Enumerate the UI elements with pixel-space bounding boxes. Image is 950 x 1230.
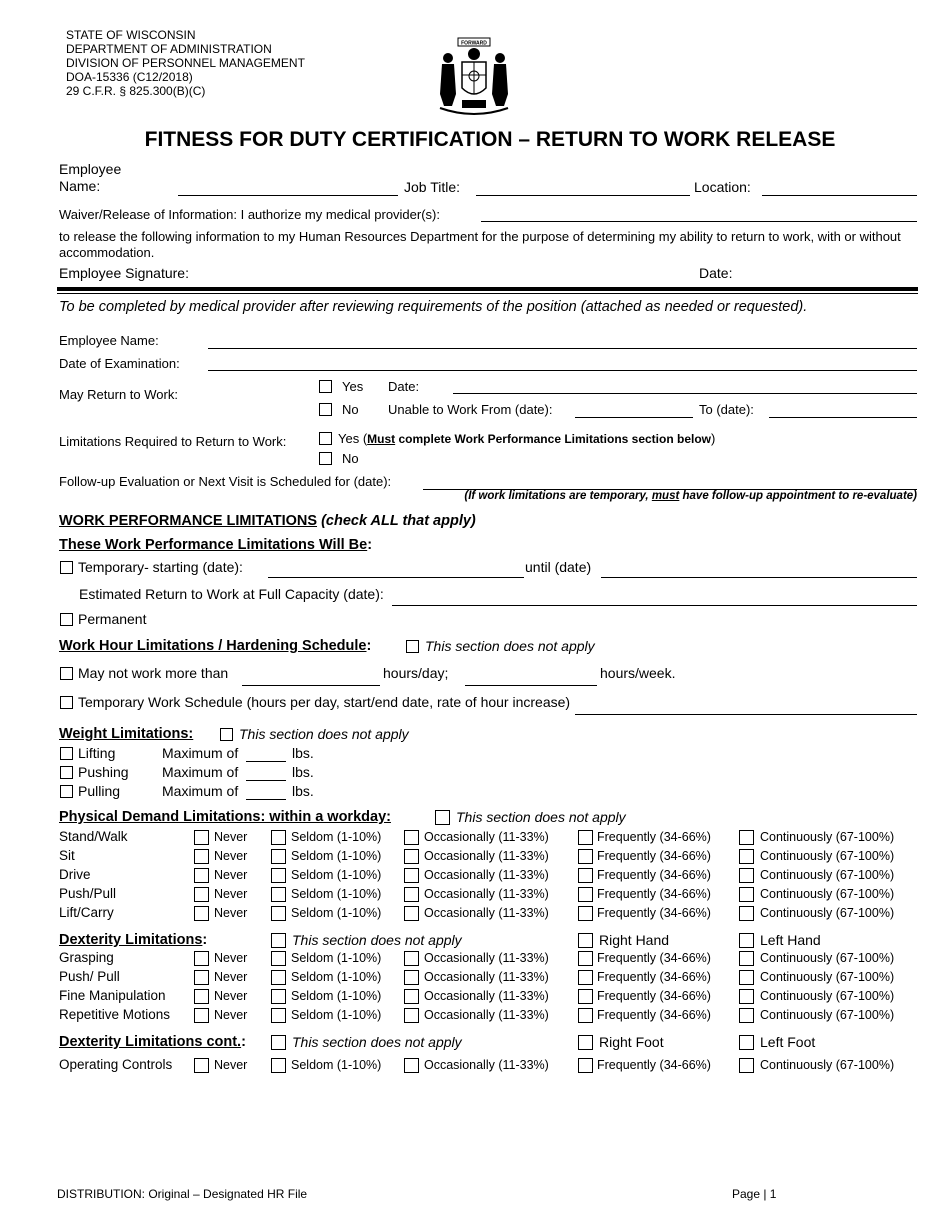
physical-sit-continuously-checkbox[interactable] (739, 849, 754, 864)
distribution-note: DISTRIBUTION: Original – Designated HR File (57, 1187, 308, 1201)
dexterity-grasping-label: Grasping (59, 950, 114, 965)
may-return-no-label: No (342, 402, 359, 417)
hours-per-week-field[interactable] (465, 685, 597, 686)
physical-stand-walk-seldom-label: Seldom (1-10%) (291, 830, 382, 844)
wpl-heading: WORK PERFORMANCE LIMITATIONS (check ALL that apply) (59, 513, 476, 529)
lifting-checkbox[interactable] (60, 747, 73, 760)
unable-to-label: To (date): (699, 402, 754, 417)
dexterity-push-pull-seldom-checkbox[interactable] (271, 970, 286, 985)
physical-drive-occasionally-label: Occasionally (11-33%) (424, 868, 549, 882)
unable-to-field[interactable] (769, 417, 917, 418)
physical-drive-seldom-checkbox[interactable] (271, 868, 286, 883)
physical-stand-walk-frequently-label: Frequently (34-66%) (597, 830, 711, 844)
header-cfr: 29 C.F.R. § 825.300(B)(C) (66, 84, 206, 98)
may-return-yes-label: Yes (342, 379, 364, 394)
dexterity-na-checkbox[interactable] (271, 933, 286, 948)
dexterity-push-pull-occasionally-label: Occasionally (11-33%) (424, 970, 549, 984)
operating-controls-never-label: Never (214, 1058, 248, 1072)
provider-intro: To be completed by medical provider after reviewing requirements of the position (attached as needed or requested). (59, 299, 808, 315)
physical-push-pull-label: Push/Pull (59, 886, 117, 901)
work-hour-na-checkbox[interactable] (406, 640, 419, 653)
physical-na-checkbox[interactable] (435, 810, 450, 825)
physical-lift-carry-occasionally-checkbox[interactable] (404, 906, 419, 921)
dexterity-cont-heading: Dexterity Limitations cont.: (59, 1034, 246, 1050)
dexterity-fine-manipulation-never-checkbox[interactable] (194, 989, 209, 1004)
hours-week-label: hours/week. (600, 665, 676, 681)
pulling-lbs-field[interactable] (246, 799, 286, 800)
employee-name-field[interactable] (178, 195, 398, 196)
physical-sit-seldom-checkbox[interactable] (271, 849, 286, 864)
dexterity-repetitive-motions-never-checkbox[interactable] (194, 1008, 209, 1023)
temporary-label: Temporary- starting (date): (78, 559, 243, 575)
dexterity-cont-na-label: This section does not apply (292, 1034, 462, 1050)
dexterity-na-label: This section does not apply (292, 932, 462, 948)
dexterity-repetitive-motions-continuously-checkbox[interactable] (739, 1008, 754, 1023)
physical-drive-occasionally-checkbox[interactable] (404, 868, 419, 883)
physical-sit-continuously-label: Continuously (67-100%) (760, 849, 895, 863)
header-division: DIVISION OF PERSONNEL MANAGEMENT (66, 56, 305, 70)
followup-note: (If work limitations are temporary, must have follow-up appointment to re-evaluate) (464, 490, 917, 502)
header-department: DEPARTMENT OF ADMINISTRATION (66, 42, 272, 56)
dexterity-repetitive-motions-seldom-checkbox[interactable] (271, 1008, 286, 1023)
max-hours-checkbox[interactable] (60, 667, 73, 680)
dexterity-push-pull-label: Push/ Pull (59, 969, 120, 984)
max-hours-label: May not work more than (78, 665, 229, 681)
weight-na-label: This section does not apply (239, 726, 409, 742)
physical-lift-carry-frequently-label: Frequently (34-66%) (597, 906, 711, 920)
lifting-unit: lbs. (292, 745, 314, 761)
physical-sit-never-label: Never (214, 849, 248, 863)
dexterity-repetitive-motions-frequently-label: Frequently (34-66%) (597, 1008, 711, 1022)
physical-push-pull-seldom-label: Seldom (1-10%) (291, 887, 382, 901)
physical-drive-frequently-checkbox[interactable] (578, 868, 593, 883)
dexterity-grasping-frequently-checkbox[interactable] (578, 951, 593, 966)
physical-stand-walk-continuously-label: Continuously (67-100%) (760, 830, 895, 844)
physical-lift-carry-seldom-label: Seldom (1-10%) (291, 906, 382, 920)
dexterity-fine-manipulation-label: Fine Manipulation (59, 988, 166, 1003)
left-foot-checkbox[interactable] (739, 1035, 754, 1050)
hours-per-day-field[interactable] (242, 685, 380, 686)
dexterity-push-pull-never-label: Never (214, 970, 248, 984)
dexterity-repetitive-motions-continuously-label: Continuously (67-100%) (760, 1008, 895, 1022)
limitations-yes-checkbox[interactable] (319, 432, 332, 445)
pushing-lbs-field[interactable] (246, 780, 286, 781)
right-hand-label: Right Hand (599, 932, 670, 948)
physical-push-pull-frequently-checkbox[interactable] (578, 887, 593, 902)
operating-controls-seldom-label: Seldom (1-10%) (291, 1058, 382, 1072)
physical-stand-walk-seldom-checkbox[interactable] (271, 830, 286, 845)
physical-lift-carry-frequently-checkbox[interactable] (578, 906, 593, 921)
provider-employee-name-field[interactable] (208, 348, 917, 349)
left-foot-label: Left Foot (760, 1034, 816, 1050)
dexterity-repetitive-motions-occasionally-checkbox[interactable] (404, 1008, 419, 1023)
limitations-yes-label: Yes (Must complete Work Performance Limitations section below) (338, 431, 716, 446)
operating-controls-frequently-label: Frequently (34-66%) (597, 1058, 711, 1072)
dexterity-push-pull-frequently-label: Frequently (34-66%) (597, 970, 711, 984)
job-title-label: Job Title: (404, 179, 461, 195)
pulling-unit: lbs. (292, 783, 314, 799)
return-date-label: Date: (388, 379, 420, 394)
physical-push-pull-seldom-checkbox[interactable] (271, 887, 286, 902)
physical-push-pull-frequently-label: Frequently (34-66%) (597, 887, 711, 901)
lifting-lbs-field[interactable] (246, 761, 286, 762)
section-divider-thick (57, 287, 918, 291)
physical-lift-carry-seldom-checkbox[interactable] (271, 906, 286, 921)
physical-lift-carry-continuously-checkbox[interactable] (739, 906, 754, 921)
dexterity-fine-manipulation-seldom-label: Seldom (1-10%) (291, 989, 382, 1003)
physical-stand-walk-occasionally-label: Occasionally (11-33%) (424, 830, 549, 844)
dexterity-fine-manipulation-frequently-label: Frequently (34-66%) (597, 989, 711, 1003)
physical-sit-occasionally-checkbox[interactable] (404, 849, 419, 864)
employee-name-label: Employee Name: (59, 161, 122, 194)
dexterity-push-pull-never-checkbox[interactable] (194, 970, 209, 985)
dexterity-grasping-never-label: Never (214, 951, 248, 965)
permanent-checkbox[interactable] (60, 613, 73, 626)
signature-date-label: Date: (699, 265, 733, 281)
lifting-label: Lifting (78, 745, 116, 761)
dexterity-push-pull-occasionally-checkbox[interactable] (404, 970, 419, 985)
hours-day-label: hours/day; (383, 665, 449, 681)
physical-push-pull-never-label: Never (214, 887, 248, 901)
estimated-return-label: Estimated Return to Work at Full Capacity (date): (79, 586, 384, 602)
may-return-label: May Return to Work: (59, 387, 178, 402)
physical-drive-continuously-label: Continuously (67-100%) (760, 868, 895, 882)
may-return-no-checkbox[interactable] (319, 403, 332, 416)
physical-drive-continuously-checkbox[interactable] (739, 868, 754, 883)
form-title: FITNESS FOR DUTY CERTIFICATION – RETURN TO WORK RELEASE (144, 128, 836, 151)
operating-controls-occasionally-label: Occasionally (11-33%) (424, 1058, 549, 1072)
pushing-checkbox[interactable] (60, 766, 73, 779)
left-hand-checkbox[interactable] (739, 933, 754, 948)
physical-push-pull-continuously-label: Continuously (67-100%) (760, 887, 895, 901)
dexterity-fine-manipulation-never-label: Never (214, 989, 248, 1003)
section-divider-thin (57, 293, 918, 294)
right-foot-checkbox[interactable] (578, 1035, 593, 1050)
dexterity-grasping-continuously-checkbox[interactable] (739, 951, 754, 966)
physical-drive-label: Drive (59, 867, 91, 882)
operating-controls-never-checkbox[interactable] (194, 1058, 209, 1073)
operating-controls-frequently-checkbox[interactable] (578, 1058, 593, 1073)
limitations-no-checkbox[interactable] (319, 452, 332, 465)
employee-signature-label: Employee Signature: (59, 265, 189, 281)
physical-stand-walk-occasionally-checkbox[interactable] (404, 830, 419, 845)
dexterity-grasping-occasionally-label: Occasionally (11-33%) (424, 951, 549, 965)
physical-drive-never-label: Never (214, 868, 248, 882)
pulling-label: Pulling (78, 783, 121, 799)
pulling-checkbox[interactable] (60, 785, 73, 798)
dexterity-push-pull-frequently-checkbox[interactable] (578, 970, 593, 985)
physical-sit-never-checkbox[interactable] (194, 849, 209, 864)
physical-stand-walk-label: Stand/Walk (59, 829, 128, 844)
estimated-return-field[interactable] (392, 605, 917, 606)
job-title-field[interactable] (476, 195, 690, 196)
date-of-exam-field[interactable] (208, 370, 917, 371)
pushing-max-label: Maximum of (162, 764, 239, 780)
temporary-until-field[interactable] (601, 577, 917, 578)
dexterity-push-pull-continuously-checkbox[interactable] (739, 970, 754, 985)
temporary-checkbox[interactable] (60, 561, 73, 574)
weight-na-checkbox[interactable] (220, 728, 233, 741)
physical-sit-seldom-label: Seldom (1-10%) (291, 849, 382, 863)
right-foot-label: Right Foot (599, 1034, 664, 1050)
left-hand-label: Left Hand (760, 932, 821, 948)
operating-controls-continuously-label: Continuously (67-100%) (760, 1058, 895, 1072)
limitations-no-label: No (342, 451, 359, 466)
physical-push-pull-occasionally-checkbox[interactable] (404, 887, 419, 902)
dexterity-repetitive-motions-seldom-label: Seldom (1-10%) (291, 1008, 382, 1022)
dexterity-fine-manipulation-frequently-checkbox[interactable] (578, 989, 593, 1004)
followup-label: Follow-up Evaluation or Next Visit is Scheduled for (date): (59, 474, 392, 489)
weight-heading: Weight Limitations: (59, 726, 194, 742)
dexterity-grasping-occasionally-checkbox[interactable] (404, 951, 419, 966)
dexterity-grasping-continuously-label: Continuously (67-100%) (760, 951, 895, 965)
unable-from-label: Unable to Work From (date): (388, 402, 553, 417)
pulling-max-label: Maximum of (162, 783, 239, 799)
return-date-field[interactable] (453, 393, 917, 394)
temp-schedule-field[interactable] (575, 714, 917, 715)
temporary-start-field[interactable] (268, 577, 524, 578)
date-of-exam-label: Date of Examination: (59, 356, 180, 371)
physical-sit-frequently-label: Frequently (34-66%) (597, 849, 711, 863)
dexterity-grasping-seldom-checkbox[interactable] (271, 951, 286, 966)
physical-lift-carry-never-label: Never (214, 906, 248, 920)
dexterity-grasping-seldom-label: Seldom (1-10%) (291, 951, 382, 965)
right-hand-checkbox[interactable] (578, 933, 593, 948)
pushing-unit: lbs. (292, 764, 314, 780)
dexterity-fine-manipulation-occasionally-checkbox[interactable] (404, 989, 419, 1004)
physical-lift-carry-occasionally-label: Occasionally (11-33%) (424, 906, 549, 920)
provider-employee-name-label: Employee Name: (59, 333, 159, 348)
wpl-will-be: These Work Performance Limitations Will Be: (59, 537, 373, 553)
physical-sit-occasionally-label: Occasionally (11-33%) (424, 849, 549, 863)
header-form-number: DOA-15336 (C12/2018) (66, 70, 193, 84)
dexterity-push-pull-seldom-label: Seldom (1-10%) (291, 970, 382, 984)
lifting-max-label: Maximum of (162, 745, 239, 761)
location-field[interactable] (762, 195, 917, 196)
header-state: STATE OF WISCONSIN (66, 28, 196, 42)
work-hour-na-label: This section does not apply (425, 638, 595, 654)
physical-drive-never-checkbox[interactable] (194, 868, 209, 883)
pushing-label: Pushing (78, 764, 129, 780)
dexterity-grasping-never-checkbox[interactable] (194, 951, 209, 966)
agency-header (66, 28, 305, 98)
operating-controls-seldom-checkbox[interactable] (271, 1058, 286, 1073)
physical-sit-label: Sit (59, 848, 75, 863)
physical-push-pull-occasionally-label: Occasionally (11-33%) (424, 887, 549, 901)
unable-from-field[interactable] (575, 417, 693, 418)
waiver-label: Waiver/Release of Information: I authorize my medical provider(s): (59, 207, 440, 222)
dexterity-cont-na-checkbox[interactable] (271, 1035, 286, 1050)
dexterity-fine-manipulation-continuously-checkbox[interactable] (739, 989, 754, 1004)
limitations-required-label: Limitations Required to Return to Work: (59, 434, 287, 449)
temp-schedule-checkbox[interactable] (60, 696, 73, 709)
physical-lift-carry-label: Lift/Carry (59, 905, 114, 920)
dexterity-fine-manipulation-seldom-checkbox[interactable] (271, 989, 286, 1004)
dexterity-fine-manipulation-occasionally-label: Occasionally (11-33%) (424, 989, 549, 1003)
permanent-label: Permanent (78, 611, 147, 627)
dexterity-grasping-frequently-label: Frequently (34-66%) (597, 951, 711, 965)
release-text: to release the following information to my Human Resources Department for the purpose of determining my ability to return to work, with or without accommodation. (59, 229, 901, 260)
physical-drive-frequently-label: Frequently (34-66%) (597, 868, 711, 882)
physical-push-pull-never-checkbox[interactable] (194, 887, 209, 902)
operating-controls-continuously-checkbox[interactable] (739, 1058, 754, 1073)
physical-stand-walk-never-label: Never (214, 830, 248, 844)
physical-stand-walk-frequently-checkbox[interactable] (578, 830, 593, 845)
physical-drive-seldom-label: Seldom (1-10%) (291, 868, 382, 882)
physical-lift-carry-continuously-label: Continuously (67-100%) (760, 906, 895, 920)
dexterity-repetitive-motions-frequently-checkbox[interactable] (578, 1008, 593, 1023)
medical-provider-field[interactable] (481, 221, 917, 222)
dexterity-repetitive-motions-occasionally-label: Occasionally (11-33%) (424, 1008, 549, 1022)
physical-push-pull-continuously-checkbox[interactable] (739, 887, 754, 902)
may-return-yes-checkbox[interactable] (319, 380, 332, 393)
physical-stand-walk-never-checkbox[interactable] (194, 830, 209, 845)
dexterity-heading: Dexterity Limitations: (59, 932, 208, 948)
physical-na-label: This section does not apply (456, 809, 626, 825)
seal-motto: FORWARD (461, 40, 487, 47)
wisconsin-seal-icon (432, 36, 516, 118)
operating-controls-occasionally-checkbox[interactable] (404, 1058, 419, 1073)
physical-heading: Physical Demand Limitations: within a workday: (59, 809, 391, 825)
page-number: Page | 1 (732, 1187, 777, 1201)
location-label: Location: (694, 179, 751, 195)
dexterity-fine-manipulation-continuously-label: Continuously (67-100%) (760, 989, 895, 1003)
temp-schedule-label: Temporary Work Schedule (hours per day, start/end date, rate of hour increase) (78, 694, 571, 710)
dexterity-repetitive-motions-never-label: Never (214, 1008, 248, 1022)
until-label: until (date) (525, 559, 592, 575)
physical-sit-frequently-checkbox[interactable] (578, 849, 593, 864)
dexterity-repetitive-motions-label: Repetitive Motions (59, 1007, 171, 1022)
work-hour-heading: Work Hour Limitations / Hardening Schedule: (59, 638, 372, 654)
physical-lift-carry-never-checkbox[interactable] (194, 906, 209, 921)
operating-controls-label: Operating Controls (59, 1057, 173, 1072)
physical-stand-walk-continuously-checkbox[interactable] (739, 830, 754, 845)
dexterity-push-pull-continuously-label: Continuously (67-100%) (760, 970, 895, 984)
